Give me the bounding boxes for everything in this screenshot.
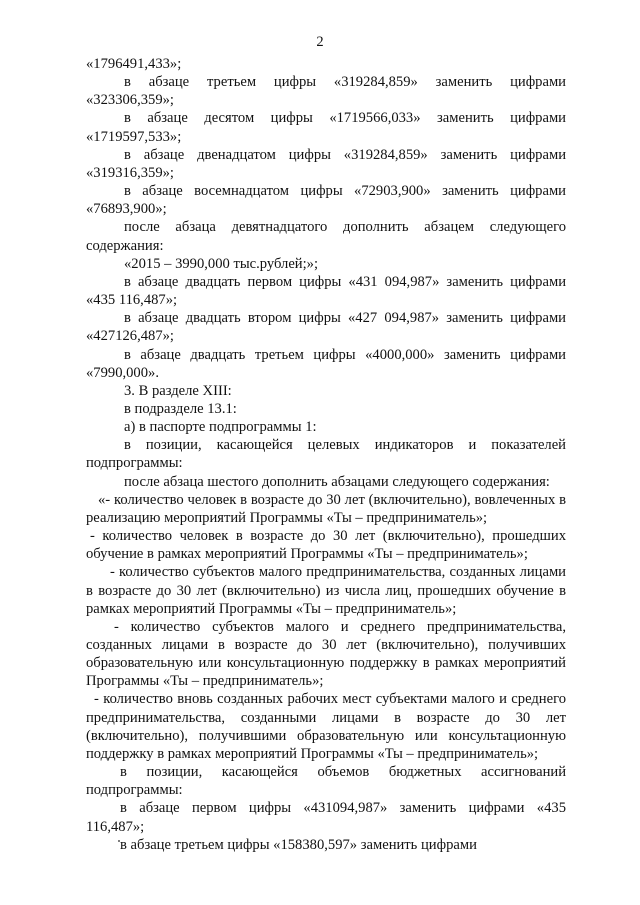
list-item: - количество субъектов малого и среднего предпринимательства, созданных лицами в возрасте до 30 лет (включительно), получивших образовательную или консультационную поддержку в рамках мероприятий Программы «Ты – предприниматель»;	[86, 618, 566, 690]
paragraph: в позиции, касающейся объемов бюджетных ассигнований подпрограммы:	[86, 764, 566, 799]
paragraph: в абзаце третьем цифры «319284,859» заменить цифрами «323306,359»;	[86, 74, 566, 109]
paragraph: а) в паспорте подпрограммы 1:	[124, 419, 317, 436]
paragraph: в абзаце двенадцатом цифры «319284,859» заменить цифрами «319316,359»;	[86, 146, 566, 181]
paragraph: «1796491,433»;	[86, 56, 182, 72]
paragraph: в позиции, касающейся целевых индикаторов и показателей подпрограммы:	[86, 437, 566, 472]
list-item: «- количество человек в возрасте до 30 лет (включительно), вовлеченных в реализацию мероприятий Программы «Ты – предприниматель»;	[86, 491, 566, 526]
page-number: 2	[316, 34, 324, 50]
list-item: - количество вновь созданных рабочих мест субъектами малого и среднего предпринимательства, созданными лицами в возрасте до 30 лет (включительно), получившими образовательную или консультационную поддержку в рамках мероприятий Программы «Ты – предприниматель»;	[86, 691, 566, 762]
paragraph: «2015 – 3990,000 тыс.рублей;»;	[124, 255, 319, 272]
paragraph: в абзаце двадцать первом цифры «431 094,987» заменить цифрами «435 116,487»;	[86, 273, 566, 309]
section-heading: 3. В разделе XIII:	[124, 382, 232, 399]
paragraph: в абзаце десятом цифры «1719566,033» заменить цифрами «1719597,533»;	[86, 110, 566, 145]
paragraph: после абзаца девятнадцатого дополнить абзацем следующего содержания:	[86, 219, 566, 254]
paragraph: в абзаце двадцать втором цифры «427 094,987» заменить цифрами «427126,487»;	[86, 310, 566, 345]
document-body	[86, 55, 566, 854]
paragraph: в абзаце восемнадцатом цифры «72903,900» заменить цифрами «76893,900»;	[86, 183, 566, 218]
paragraph: после абзаца шестого дополнить абзацами следующего содержания:	[124, 473, 550, 490]
paragraph: в абзаце третьем цифры «158380,597» заменить цифрами	[120, 836, 477, 853]
paragraph: в подразделе 13.1:	[124, 400, 237, 417]
paragraph: в абзаце двадцать третьем цифры «4000,000» заменить цифрами «7990,000».	[86, 346, 566, 381]
list-item: - количество человек в возрасте до 30 лет (включительно), прошедших обучение в рамках мероприятий Программы «Ты – предприниматель»;	[86, 528, 566, 563]
scan-dot	[118, 840, 120, 842]
list-item: - количество субъектов малого предпринимательства, созданных лицами в возрасте до 30 лет (включительно) из числа лиц, прошедших обучение в рамках мероприятий Программы «Ты – предприниматель»;	[86, 564, 566, 617]
paragraph: в абзаце первом цифры «431094,987» заменить цифрами «435 116,487»;	[86, 800, 566, 835]
